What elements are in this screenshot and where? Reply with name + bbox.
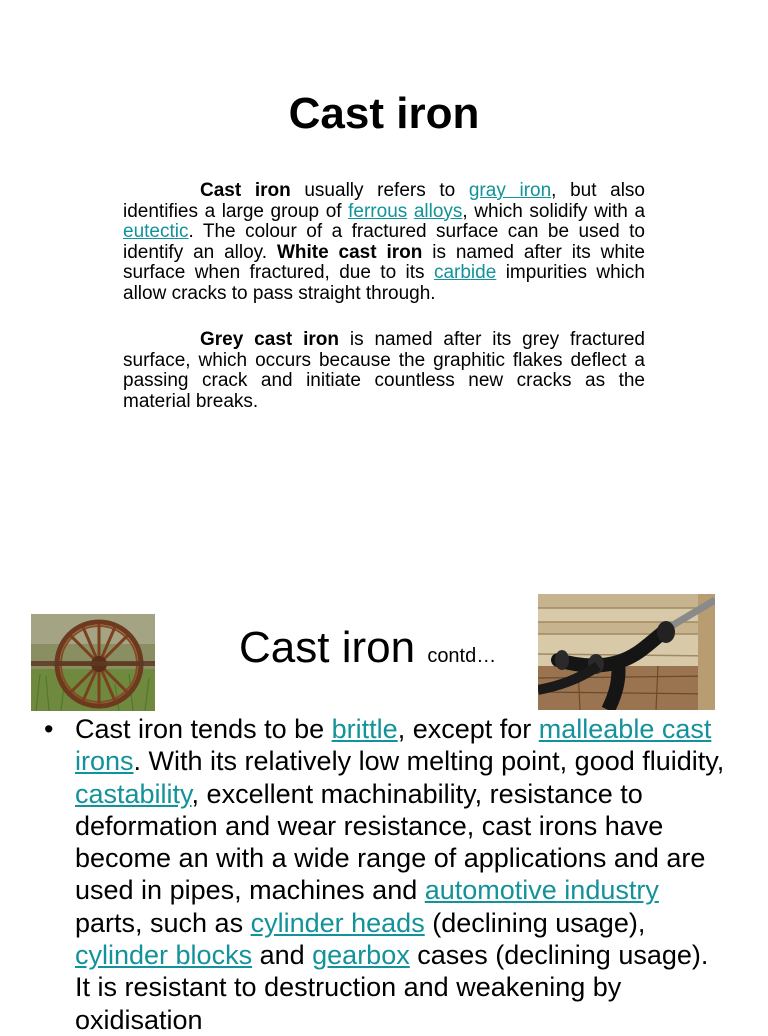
bullet-text: Cast iron tends to be brittle, except for malleable cast irons. With its relatively low melting point, good fluidity, castability, excellent machinability, resistance to deformation and wear resistance, cast irons have become an with a wide range of applications and are used in pipes, machines and automotive industry parts, such as cylinder heads (declining usage), cylinder blocks and gearbox cases (declining usage). It is resistant to destruction and weakening by oxidisation	[75, 714, 725, 1035]
intro-paragraph: Cast iron usually refers to gray iron, but also identifies a large group of ferrous alloys, which solidify with a eutectic. The colour of a fractured surface can be used to identify an alloy. White cast iron is named after its white surface when fractured, due to its carbide impurities which allow cracks to pass straight through.	[123, 180, 646, 304]
bold-term: Grey cast iron	[200, 329, 339, 350]
link-castability[interactable]: castability	[75, 778, 192, 809]
link-eutectic[interactable]: eutectic	[123, 221, 189, 243]
link-gray-iron[interactable]: gray iron	[468, 180, 552, 201]
link-cylinder-heads[interactable]: cylinder heads	[250, 907, 425, 938]
link-carbide[interactable]: carbide	[433, 262, 497, 284]
slide-title-contd: Cast iron contd…	[239, 623, 497, 672]
bold-term: Cast iron	[200, 180, 291, 201]
title-suffix: contd…	[427, 645, 497, 667]
wagon-wheel-photo	[31, 614, 155, 711]
bullet-marker: •	[44, 714, 54, 744]
link-malleable-cast-irons[interactable]: malleable cast irons	[75, 714, 712, 777]
link-automotive-industry[interactable]: automotive industry	[424, 875, 659, 906]
cast-iron-pipe-photo	[538, 594, 715, 710]
link-alloys[interactable]: alloys	[413, 200, 463, 222]
link-ferrous[interactable]: ferrous	[348, 200, 408, 222]
slide-title: Cast iron	[288, 89, 480, 138]
bold-term: White cast iron	[276, 241, 423, 263]
link-brittle[interactable]: brittle	[331, 714, 398, 744]
grey-iron-paragraph: Grey cast iron is named after its grey fractured surface, which occurs because the graphitic flakes deflect a passing crack and initiate countless new cracks as the material breaks.	[123, 329, 645, 412]
link-cylinder-blocks[interactable]: cylinder blocks	[75, 940, 253, 971]
link-gearbox[interactable]: gearbox	[312, 940, 410, 971]
